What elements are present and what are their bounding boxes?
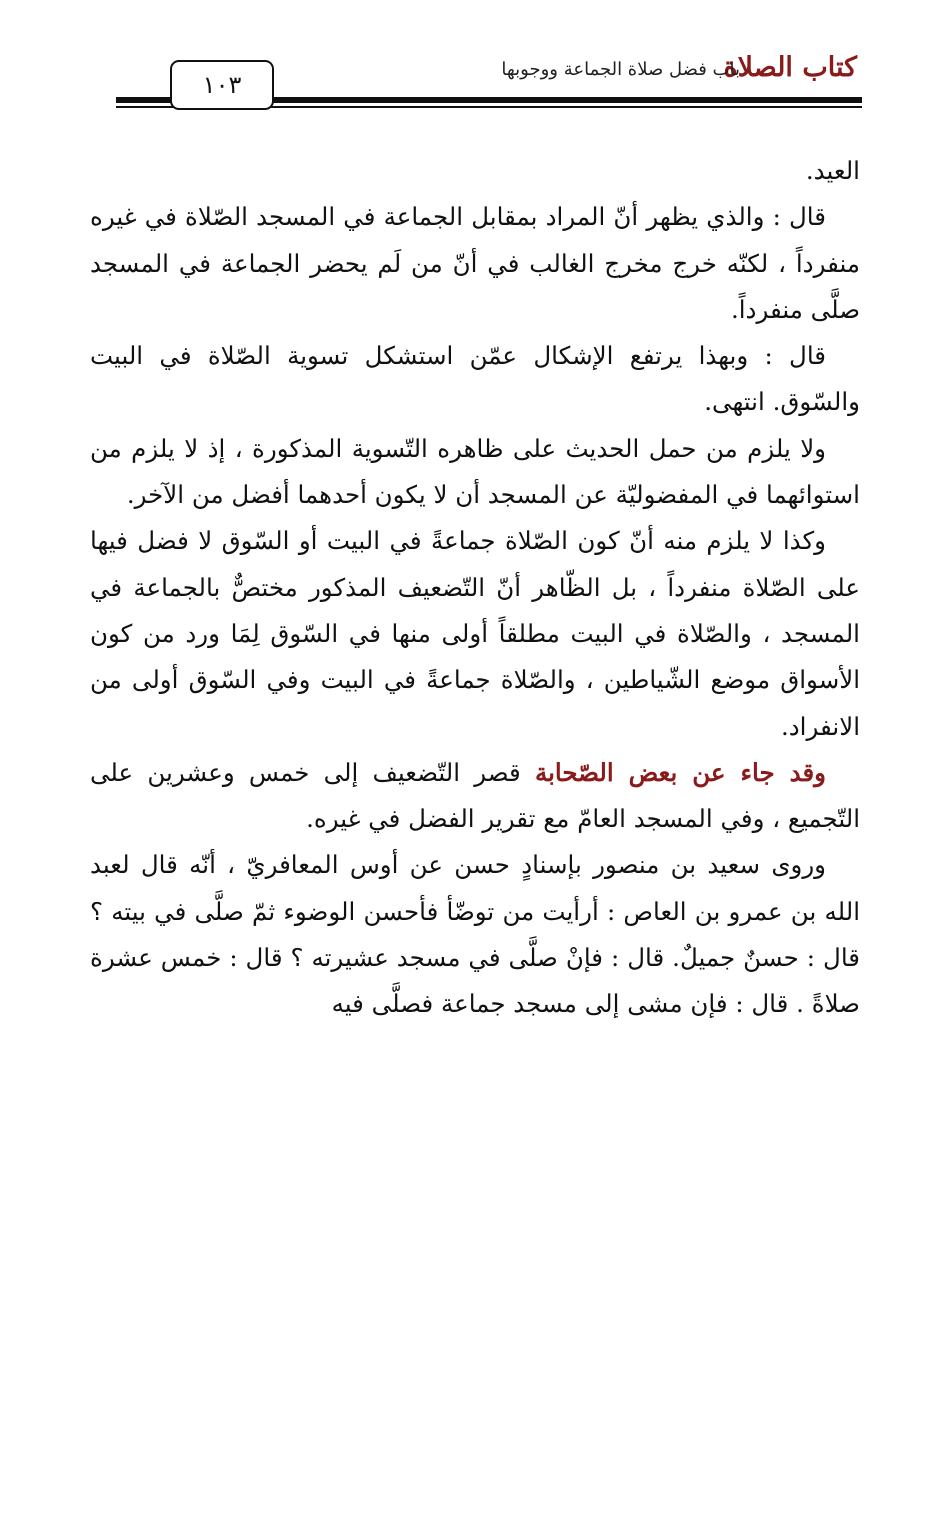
paragraph: وكذا لا يلزم منه أنّ كون الصّلاة جماعةً في البيت أو السّوق لا فضل فيها على الصّلاة منفرداً ، بل الظّاهر أنّ التّضعيف المذكور مختصٌّ بالجماعة في المسجد ، والصّلاة في البيت مطلقاً أولى منها في السّوق لِمَا ورد من كون الأسواق موضع الشّياطين ، والصّلاة جماعةً في البيت وفي السّوق أولى من الانفراد. [90, 526, 860, 741]
paragraph [90, 750, 860, 843]
paragraph: العيد. [805, 156, 860, 185]
book-title [724, 52, 857, 83]
chapter-title: باب فضل صلاة الجماعة ووجوبها [501, 59, 740, 80]
page-header [0, 0, 945, 120]
page-number: ١٠٣ [202, 71, 242, 99]
highlighted-phrase: وقد جاء عن بعض الصّحابة [534, 757, 826, 787]
paragraph: وروى سعيد بن منصور بإسنادٍ حسن عن أوس المعافريّ ، أنّه قال لعبد الله بن عمرو بن العاص : أرأيت من توضّأ فأحسن الوضوء ثمّ صلَّى في بيته ؟ قال : حسنٌ جميلٌ. قال : فإنْ صلَّى في مسجد عشيرته ؟ قال : خمس عشرة صلاةً . قال : فإن مشى إلى مسجد جماعة فصلَّى فيه [90, 850, 860, 1019]
paragraph-text: قصر التّضعيف إلى خمس وعشرين على التّجميع ، وفي المسجد العامّ مع تقرير الفضل في غيره. [90, 757, 860, 834]
paragraph: قال : وبهذا يرتفع الإشكال عمّن استشكل تسوية الصّلاة في البيت والسّوق. انتهى. [90, 341, 860, 417]
page-body [90, 148, 860, 1028]
paragraph: قال : والذي يظهر أنّ المراد بمقابل الجماعة في المسجد الصّلاة في غيره منفرداً ، لكنّه خرج مخرج الغالب في أنّ من لَم يحضر الجماعة في المسجد صلَّى منفرداً. [90, 202, 860, 324]
page-number-box [170, 60, 274, 110]
book-title-subject: الصلاة [723, 52, 793, 83]
paragraph: ولا يلزم من حمل الحديث على ظاهره التّسوية المذكورة ، إذ لا يلزم من استوائهما في المفضوليّة عن المسجد أن لا يكون أحدهما أفضل من الآخر. [90, 433, 860, 510]
book-title-word: كتاب [802, 52, 857, 83]
